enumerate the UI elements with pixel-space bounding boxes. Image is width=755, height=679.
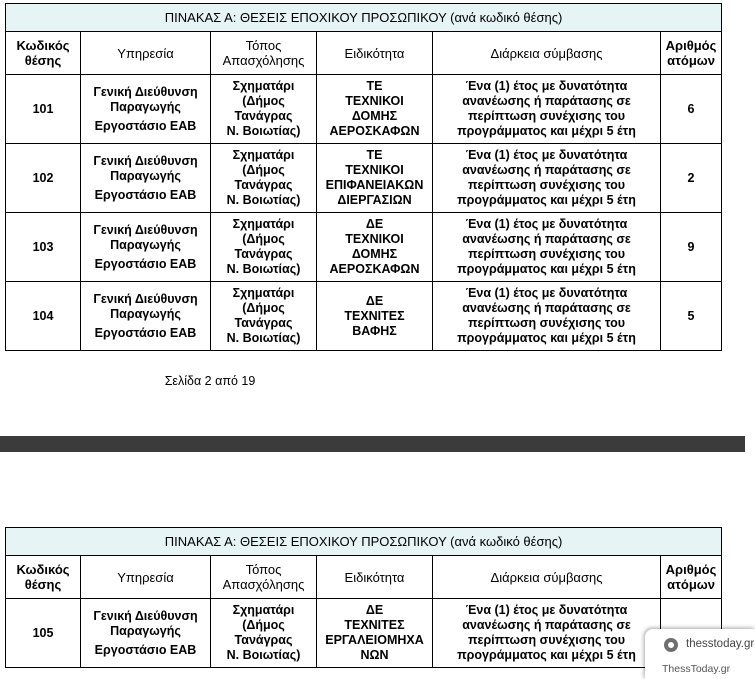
cell-service	[81, 599, 211, 668]
cell-specialty: ΤΕ ΤΕΧΝΙΚΟΙ ΕΠΙΦΑΝΕΙΑΚΩΝ ΔΙΕΡΓΑΣΙΩΝ	[317, 144, 433, 213]
table-header-row	[6, 32, 722, 75]
cell-location: Σχηματάρι (Δήμος Τανάγρας Ν. Βοιωτίας)	[211, 599, 317, 668]
cell-location: Σχηματάρι (Δήμος Τανάγρας Ν. Βοιωτίας)	[211, 75, 317, 144]
service-site: Εργοστάσιο ΕΑΒ	[94, 118, 197, 133]
cell-code: 101	[6, 75, 81, 144]
service-unit: Γενική Διεύθυνση Παραγωγής	[93, 84, 198, 114]
service-unit: Γενική Διεύθυνση Παραγωγής	[93, 291, 198, 321]
cell-count: 2	[661, 144, 722, 213]
header-count: Αριθμός ατόμων	[661, 556, 722, 599]
cell-count: 9	[661, 213, 722, 282]
header-specialty: Ειδικότητα	[317, 556, 433, 599]
positions-table-body	[6, 528, 722, 668]
service-site: Εργοστάσιο ΕΑΒ	[94, 187, 197, 202]
header-specialty: Ειδικότητα	[317, 32, 433, 75]
positions-table-continued	[5, 527, 722, 668]
table-header-row	[6, 556, 722, 599]
page-separator	[0, 436, 745, 452]
header-location: Τόπος Απασχόλησης	[211, 32, 317, 75]
header-code: Κωδικός θέσης	[6, 32, 81, 75]
table-title-row	[6, 528, 722, 556]
cell-count: 5	[661, 282, 722, 351]
site-logo-icon	[664, 638, 678, 652]
cell-service	[81, 144, 211, 213]
cell-duration: Ένα (1) έτος με δυνατότητα ανανέωσης ή παράτασης σε περίπτωση συνέχισης του προγράμματος και μέχρι 5 έτη	[433, 75, 661, 144]
table-row	[6, 599, 722, 668]
cell-service	[81, 75, 211, 144]
notification-subtitle: ThessToday.gr	[662, 663, 731, 675]
service-unit: Γενική Διεύθυνση Παραγωγής	[93, 153, 198, 183]
table-row	[6, 213, 722, 282]
service-site: Εργοστάσιο ΕΑΒ	[94, 642, 197, 657]
service-site: Εργοστάσιο ΕΑΒ	[94, 256, 197, 271]
site-notification[interactable]	[645, 629, 755, 679]
table-row	[6, 144, 722, 213]
cell-location: Σχηματάρι (Δήμος Τανάγρας Ν. Βοιωτίας)	[211, 282, 317, 351]
header-duration: Διάρκεια σύμβασης	[433, 32, 661, 75]
cell-code: 105	[6, 599, 81, 668]
header-location: Τόπος Απασχόλησης	[211, 556, 317, 599]
cell-duration: Ένα (1) έτος με δυνατότητα ανανέωσης ή παράτασης σε περίπτωση συνέχισης του προγράμματος και μέχρι 5 έτη	[433, 144, 661, 213]
table-title: ΠΙΝΑΚΑΣ Α: ΘΕΣΕΙΣ ΕΠΟΧΙΚΟΥ ΠΡΟΣΩΠΙΚΟΥ (ανά κωδικό θέσης)	[6, 4, 722, 32]
cell-specialty: ΔΕ ΤΕΧΝΙΤΕΣ ΕΡΓΑΛΕΙΟΜΗΧΑ ΝΩΝ	[317, 599, 433, 668]
service-unit: Γενική Διεύθυνση Παραγωγής	[93, 222, 198, 252]
positions-table	[5, 3, 722, 351]
header-count: Αριθμός ατόμων	[661, 32, 722, 75]
table-row	[6, 282, 722, 351]
cell-service	[81, 213, 211, 282]
header-duration: Διάρκεια σύμβασης	[433, 556, 661, 599]
header-code: Κωδικός θέσης	[6, 556, 81, 599]
positions-table-body	[6, 4, 722, 351]
page-number: Σελίδα 2 από 19	[164, 374, 256, 388]
cell-specialty: ΔΕ ΤΕΧΝΙΚΟΙ ΔΟΜΗΣ ΑΕΡΟΣΚΑΦΩΝ	[317, 213, 433, 282]
table-title: ΠΙΝΑΚΑΣ Α: ΘΕΣΕΙΣ ΕΠΟΧΙΚΟΥ ΠΡΟΣΩΠΙΚΟΥ (ανά κωδικό θέσης)	[6, 528, 722, 556]
header-service: Υπηρεσία	[81, 556, 211, 599]
document-page-3	[0, 452, 745, 671]
table-title-row	[6, 4, 722, 32]
service-site: Εργοστάσιο ΕΑΒ	[94, 325, 197, 340]
cell-specialty: ΔΕ ΤΕΧΝΙΤΕΣ ΒΑΦΗΣ	[317, 282, 433, 351]
header-service: Υπηρεσία	[81, 32, 211, 75]
cell-duration: Ένα (1) έτος με δυνατότητα ανανέωσης ή παράτασης σε περίπτωση συνέχισης του προγράμματος και μέχρι 5 έτη	[433, 599, 661, 668]
cell-code: 103	[6, 213, 81, 282]
cell-code: 104	[6, 282, 81, 351]
cell-location: Σχηματάρι (Δήμος Τανάγρας Ν. Βοιωτίας)	[211, 213, 317, 282]
table-row	[6, 75, 722, 144]
cell-location: Σχηματάρι (Δήμος Τανάγρας Ν. Βοιωτίας)	[211, 144, 317, 213]
cell-service	[81, 282, 211, 351]
cell-duration: Ένα (1) έτος με δυνατότητα ανανέωσης ή παράτασης σε περίπτωση συνέχισης του προγράμματος και μέχρι 5 έτη	[433, 213, 661, 282]
notification-site: thesstoday.gr	[686, 638, 755, 650]
cell-duration: Ένα (1) έτος με δυνατότητα ανανέωσης ή παράτασης σε περίπτωση συνέχισης του προγράμματος και μέχρι 5 έτη	[433, 282, 661, 351]
service-unit: Γενική Διεύθυνση Παραγωγής	[93, 608, 198, 638]
cell-specialty: ΤΕ ΤΕΧΝΙΚΟΙ ΔΟΜΗΣ ΑΕΡΟΣΚΑΦΩΝ	[317, 75, 433, 144]
cell-count: 6	[661, 75, 722, 144]
cell-code: 102	[6, 144, 81, 213]
